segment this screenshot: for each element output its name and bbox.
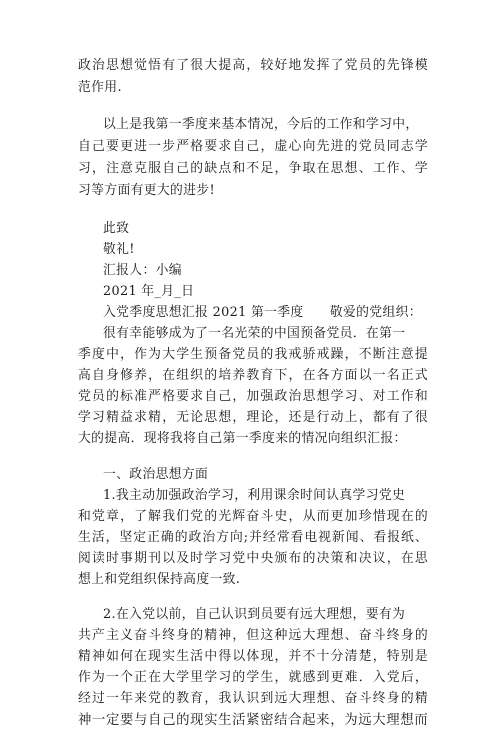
text-line: 季度中，作为大学生预备党员的我戒骄戒躁，不断注意提 xyxy=(78,347,428,362)
text-line: 作为一个正在大学里学习的学生，就感到更难．入党后， xyxy=(78,670,428,685)
text-line: 经过一年来党的教育，我认识到远大理想、奋斗终身的精 xyxy=(78,691,428,706)
text-line: 范作用. xyxy=(78,80,122,95)
text-line: 党员的标准严格要求自己，加强政治思想学习、对工作和 xyxy=(78,389,428,404)
text-line: 阅读时事期刊以及时学习党中央颁布的决策和决议，在思 xyxy=(78,551,428,566)
text-line: 生活，坚定正确的政治方向;并经常看电视新闻、看报纸、 xyxy=(78,530,428,545)
text-line: 精神如何在现实生活中得以体现，并不十分清楚，特别是 xyxy=(78,649,428,664)
text-line: 学习精益求精，无论思想，理论，还是行动上，都有了很 xyxy=(78,410,428,425)
text-line: 和党章，了解我们党的光辉奋斗史，从而更加珍惜现在的 xyxy=(78,509,428,524)
text-line: 2021 年_月_日 xyxy=(103,284,195,299)
text-line: 大的提高．现将我将自己第一季度来的情况向组织汇报： xyxy=(78,431,407,446)
text-line: 神一定要与自己的现实生活紧密结合起来，为远大理想而 xyxy=(78,713,428,728)
text-line: 汇报人：小编 xyxy=(103,263,182,278)
text-line: 此致 xyxy=(103,221,130,236)
text-line: 共产主义奋斗终身的精神，但这种远大理想、奋斗终身的 xyxy=(78,628,428,643)
text-line: 以上是我第一季度来基本情况，今后的工作和学习中， xyxy=(103,117,419,132)
text-line: 一、政治思想方面 xyxy=(103,467,209,482)
text-line: 政治思想觉悟有了很大提高，较好地发挥了党员的先锋模 xyxy=(78,58,428,73)
text-line: 高自身修养，在组织的培养教育下，在各方面以一名正式 xyxy=(78,368,428,383)
text-line: 很有幸能够成为了一名光荣的中国预备党员．在第一 xyxy=(103,326,406,341)
text-line: 入党季度思想汇报 2021 第一季度 敬爱的党组织： xyxy=(103,305,422,320)
text-line: 自己要更进一步严格要求自己，虚心向先进的党员同志学 xyxy=(78,139,428,154)
text-line: 习等方面有更大的进步! xyxy=(78,183,215,198)
text-line: 1.我主动加强政治学习，利用课余时间认真学习党史 xyxy=(103,488,406,503)
text-line: 敬礼! xyxy=(103,242,135,257)
text-line: 想上和党组织保持高度一致. xyxy=(78,572,241,587)
text-line: 2.在入党以前，自己认识到员要有远大理想，要有为 xyxy=(103,607,406,622)
text-line: 习，注意克服自己的缺点和不足，争取在思想、工作、学 xyxy=(78,161,428,176)
